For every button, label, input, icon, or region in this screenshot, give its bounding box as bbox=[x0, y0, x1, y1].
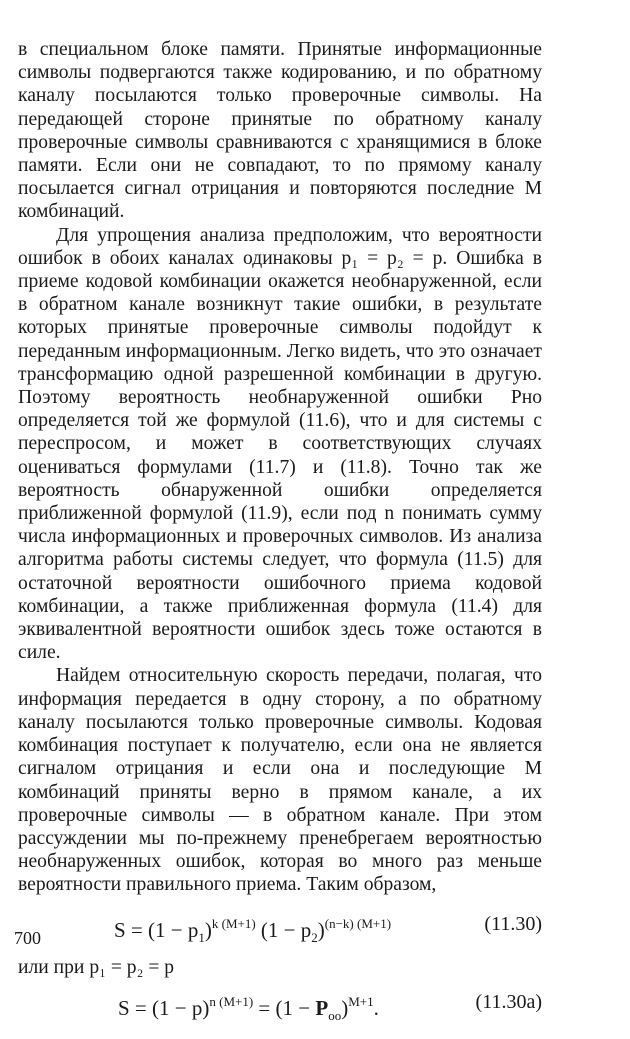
equation-number-11-30: (11.30) bbox=[484, 912, 542, 935]
formula-11-30a: $S = (1 - p)^{n (M+1)} = (1 - P_{оо})^{M+1}$. bbox=[118, 993, 379, 1023]
page-body bbox=[18, 38, 542, 1039]
page-number: 700 bbox=[14, 928, 41, 948]
paragraph-2: Для упрощения анализа предположим, что вероятности ошибок в обоих каналах одинаковы p₁ = p₂ = p. Ошибка в приеме кодовой комбинации окажется необнаруженной, если в обратном канале возникнут такие ошибки, в результате которых принятые проверочные символы подойдут к переданным информационным. Легко видеть, что это означает трансформацию одной разрешенной комбинации в другую. Поэтому вероятность необнаруженной ошибки Pно определяется той же формулой (11.6), что и для системы с переспросом, и может в соответствующих случаях оцениваться формулами (11.7) и (11.8). Точно так же вероятность обнаруженной ошибки определяется приближенной формулой (11.9), если под n понимать сумму числа информационных и проверочных символов. Из анализа алгоритма работы системы следует, что формула (11.5) для остаточной вероятности ошибочного приема кодовой комбинации, а также приближенная формула (11.4) для эквивалентной вероятности ошибок здесь тоже остаются в силе. bbox=[18, 224, 542, 664]
paragraph-1: в специальном блоке памяти. Принятые информационные символы подвергаются также кодированию, и по обратному каналу посылаются только проверочные символы. На передающей стороне принятые по обратному каналу проверочные символы сравниваются с хранящимися в блоке памяти. Если они не совпадают, то по прямому каналу посылается сигнал отрицания и повторяются последние M комбинаций. bbox=[18, 39, 542, 223]
equation-number-11-30a: (11.30a) bbox=[475, 990, 542, 1013]
formula-11-30a-row bbox=[18, 987, 542, 1039]
formula-11-30-row bbox=[18, 901, 542, 953]
between-formulas-text: или при p₁ = p₂ = p bbox=[18, 956, 175, 978]
formula-11-30: $S = (1 - p_1)^{k (M+1)}$ $(1 - p_2)^{(n-k) (M+1)}$ bbox=[114, 915, 392, 945]
paragraph-3: Найдем относительную скорость передачи, полагая, что информация передается в одну сторону, а по обратному каналу посылаются только проверочные символы. Кодовая комбинация поступает к получателю, если она не является сигналом отрицания и если она и последующие M комбинаций приняты верно в прямом канале, а их проверочные символы — в обратном канале. При этом рассуждении мы по-прежнему пренебрегаем вероятностью необнаруженных ошибок, которая во много раз меньше вероятности правильного приема. Таким образом, bbox=[18, 665, 542, 896]
